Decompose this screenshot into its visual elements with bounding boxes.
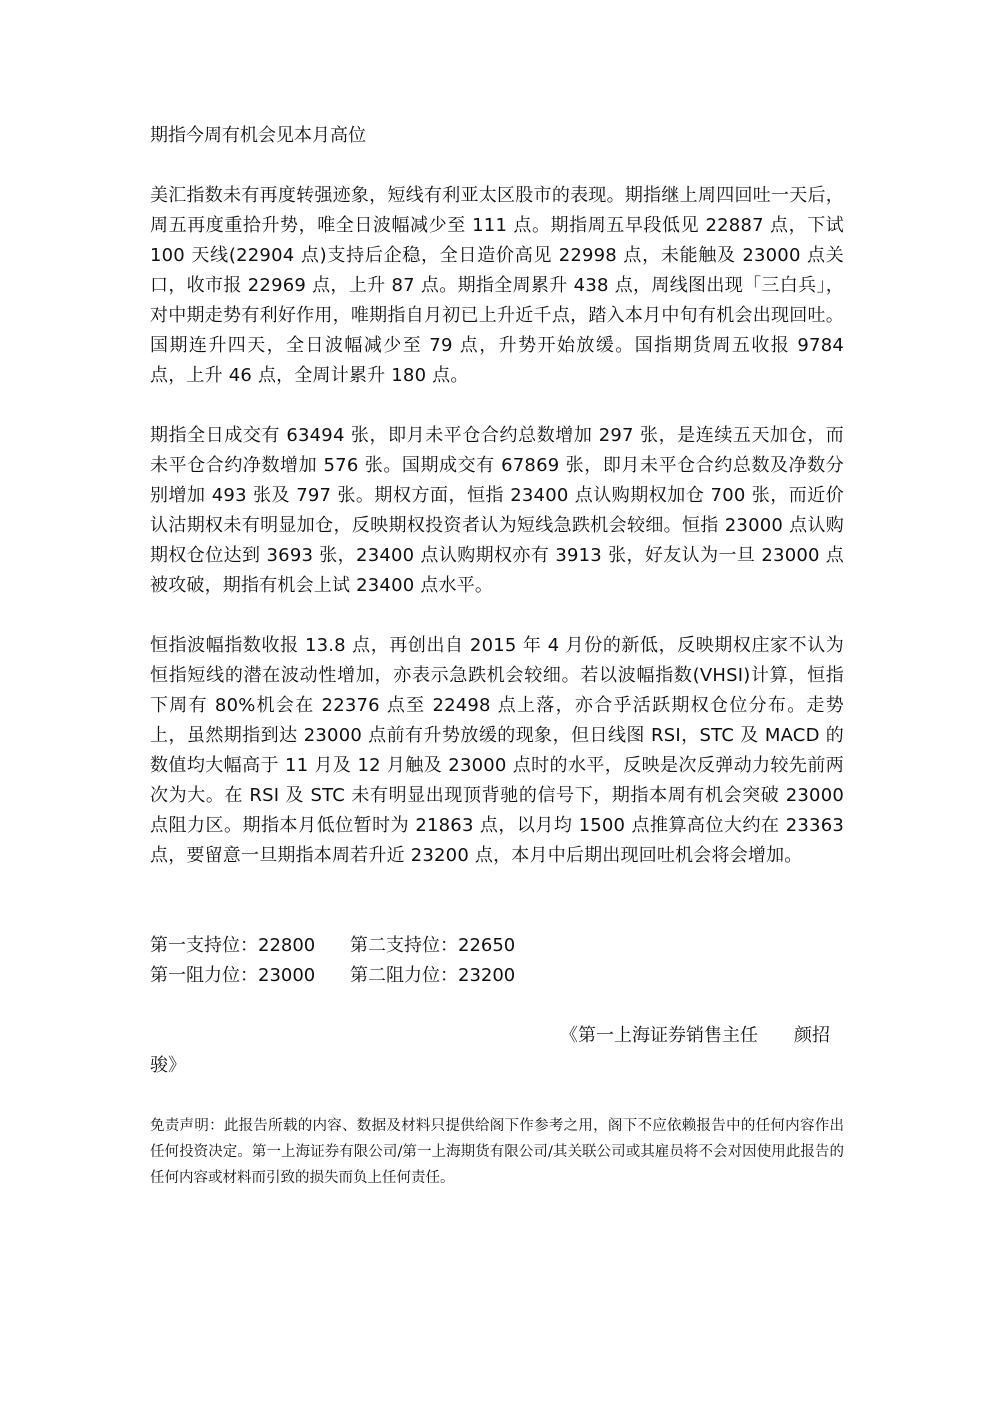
author-signature bbox=[150, 1021, 844, 1081]
signature-line-2: 骏》 bbox=[150, 1055, 186, 1076]
disclaimer-text: 免责声明：此报告所载的内容、数据及材料只提供给阁下作参考之用，阁下不应依赖报告中的任何内容作出任何投资决定。第一上海证券有限公司/第一上海期货有限公司/其关联公司或其雇员将不会对因使用此报告的任何内容或材料而引致的损失而负上任何责任。 bbox=[150, 1118, 844, 1186]
resistance-level-2: 第二阻力位：23200 bbox=[350, 965, 516, 986]
paragraph-open-interest: 期指全日成交有 63494 张，即月未平仓合约总数增加 297 张，是连续五天加仓，而未平仓合约净数增加 576 张。国期成交有 67869 张，即月未平仓合约总数及净数分别增加 493 张及 797 张。期权方面，恒指 23400 点认购期权加仓 700 张，而近价认沽期权未有明显加仓，反映期权投资者认为短线急跌机会较细。恒指 23000 点认购期权仓位达到 3693 张，23400 点认购期权亦有 3913 张，好友认为一旦 23000 点被攻破，期指有机会上试 23400 点水平。 bbox=[150, 425, 844, 596]
paragraph-volatility-outlook: 恒指波幅指数收报 13.8 点，再创出自 2015 年 4 月份的新低，反映期权庄家不认为恒指短线的潜在波动性增加，亦表示急跌机会较细。若以波幅指数(VHSI)计算，恒指下周有 80%机会在 22376 点至 22498 点上落，亦合乎活跃期权仓位分布。走势上，虽然期指到达 23000 点前有升势放缓的现象，但日线图 RSI，STC 及 MACD 的数值均大幅高于 11 月及 12 月触及 23000 点时的水平，反映是次反弹动力较先前两次为大。在 RSI 及 STC 未有明显出现顶背驰的信号下，期指本周有机会突破 23000 点阻力区。期指本月低位暂时为 21863 点，以月均 1500 点推算高位大约在 23363 点，要留意一旦期指本周若升近 23200 点，本月中后期出现回吐机会将会增加。 bbox=[150, 635, 844, 866]
support-resistance-levels bbox=[150, 931, 550, 991]
document-title: 期指今周有机会见本月高位 bbox=[150, 125, 366, 146]
support-levels-row bbox=[150, 931, 550, 961]
signature-line-1: 《第一上海证券销售主任 颜招 bbox=[560, 1025, 830, 1046]
support-level-2: 第二支持位：22650 bbox=[350, 935, 516, 956]
resistance-level-1: 第一阻力位：23000 bbox=[150, 965, 316, 986]
resistance-levels-row bbox=[150, 961, 550, 991]
support-level-1: 第一支持位：22800 bbox=[150, 935, 316, 956]
paragraph-market-summary: 美汇指数未有再度转强迹象，短线有利亚太区股市的表现。期指继上周四回吐一天后，周五再度重拾升势，唯全日波幅减少至 111 点。期指周五早段低见 22887 点，下试 100 天线(22904 点)支持后企稳，全日造价高见 22998 点，未能触及 23000 点关口，收市报 22969 点，上升 87 点。期指全周累升 438 点，周线图出现「三白兵」，对中期走势有利好作用，唯期指自月初已上升近千点，踏入本月中旬有机会出现回吐。国期连升四天，全日波幅减少至 79 点，升势开始放缓。国指期货周五收报 9784 点，上升 46 点，全周计累升 180 点。 bbox=[150, 185, 844, 386]
